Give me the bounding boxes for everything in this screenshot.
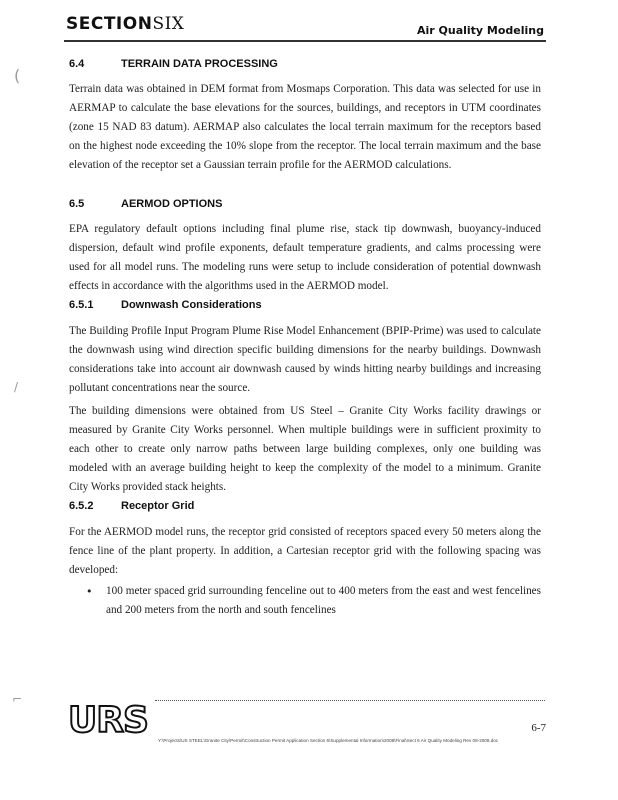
running-header-title: Air Quality Modeling [416, 24, 544, 37]
paragraph-downwash-1: The Building Profile Input Program Plume Rise Model Enhancement (BPIP-Prime) was used to calculate the downwash using wind direction specific building dimensions for the nearby buildings. Downwash considerations take into account air downwash caused by winds hitting nearby buildings and increasing pollutant concentrations near the source. [69, 325, 541, 394]
heading-number: 6.5 [69, 198, 85, 210]
scan-mark-icon: ⌐ [12, 692, 23, 706]
paragraph-downwash-2: The building dimensions were obtained from US Steel – Granite City Works facility drawings or measured by Granite City Works personnel. When multiple buildings were in sufficient proximity to each other to create only narrow paths between large building complexes, only one building was modeled with an average building height to keep the complexity of the model to a minimum. Granite City Works provided stack heights. [69, 405, 541, 493]
heading-6-4 [69, 58, 278, 70]
heading-title: Receptor Grid [121, 500, 195, 512]
heading-title: AERMOD OPTIONS [121, 198, 223, 210]
heading-title: Downwash Considerations [121, 299, 262, 311]
paragraph-receptor-grid: For the AERMOD model runs, the receptor grid consisted of receptors spaced every 50 meters along the fence line of the plant property. In addition, a Cartesian receptor grid with the following spacing was developed: [69, 526, 541, 576]
section-header-label [66, 14, 184, 34]
heading-number: 6.4 [69, 58, 85, 70]
scan-mark-icon: / [14, 380, 19, 394]
page-number: 6-7 [531, 722, 546, 734]
bullet-icon: • [86, 585, 93, 598]
scan-mark-icon: ( [14, 66, 21, 85]
heading-6-5 [69, 198, 222, 210]
heading-6-5-2 [69, 500, 194, 512]
urs-logo: URS [68, 700, 148, 741]
footer-rule [155, 700, 545, 701]
heading-number: 6.5.1 [69, 299, 94, 311]
section-header-bold: SECTION [66, 14, 153, 34]
file-path: Y:\Projects\US STEEL\Granite City\Permit\Construction Permit Application Section 6\Supplemental Information\2008\Final\Sect 6 Air Quality Modeling Rev 08-2008.doc [158, 738, 499, 743]
heading-title: TERRAIN DATA PROCESSING [121, 58, 278, 70]
paragraph-aermod-options: EPA regulatory default options including final plume rise, stack tip downwash, buoyancy-induced dispersion, default wind profile exponents, default temperature gradients, and calms processing were used for all model runs. The modeling runs were setup to include consideration of potential downwash effects in accordance with the algorithms used in the AERMOD model. [69, 223, 541, 292]
header-rule [64, 40, 546, 42]
bullet-item: 100 meter spaced grid surrounding fenceline out to 400 meters from the east and west fencelines and 200 meters from the north and south fencelines [106, 585, 541, 616]
heading-number: 6.5.2 [69, 500, 94, 512]
section-header-light: SIX [152, 14, 185, 34]
heading-6-5-1 [69, 299, 262, 311]
paragraph-terrain: Terrain data was obtained in DEM format from Mosmaps Corporation. This data was selected for use in AERMAP to calculate the base elevations for the sources, buildings, and receptors in UTM coordinates (zone 15 NAD 83 datum). AERMAP also calculates the local terrain maximum for the receptors based on the highest node exceeding the 10% slope from the receptor. The local terrain maximum and the base elevation of the receptor set a Gaussian terrain profile for the AERMOD calculations. [69, 83, 541, 171]
